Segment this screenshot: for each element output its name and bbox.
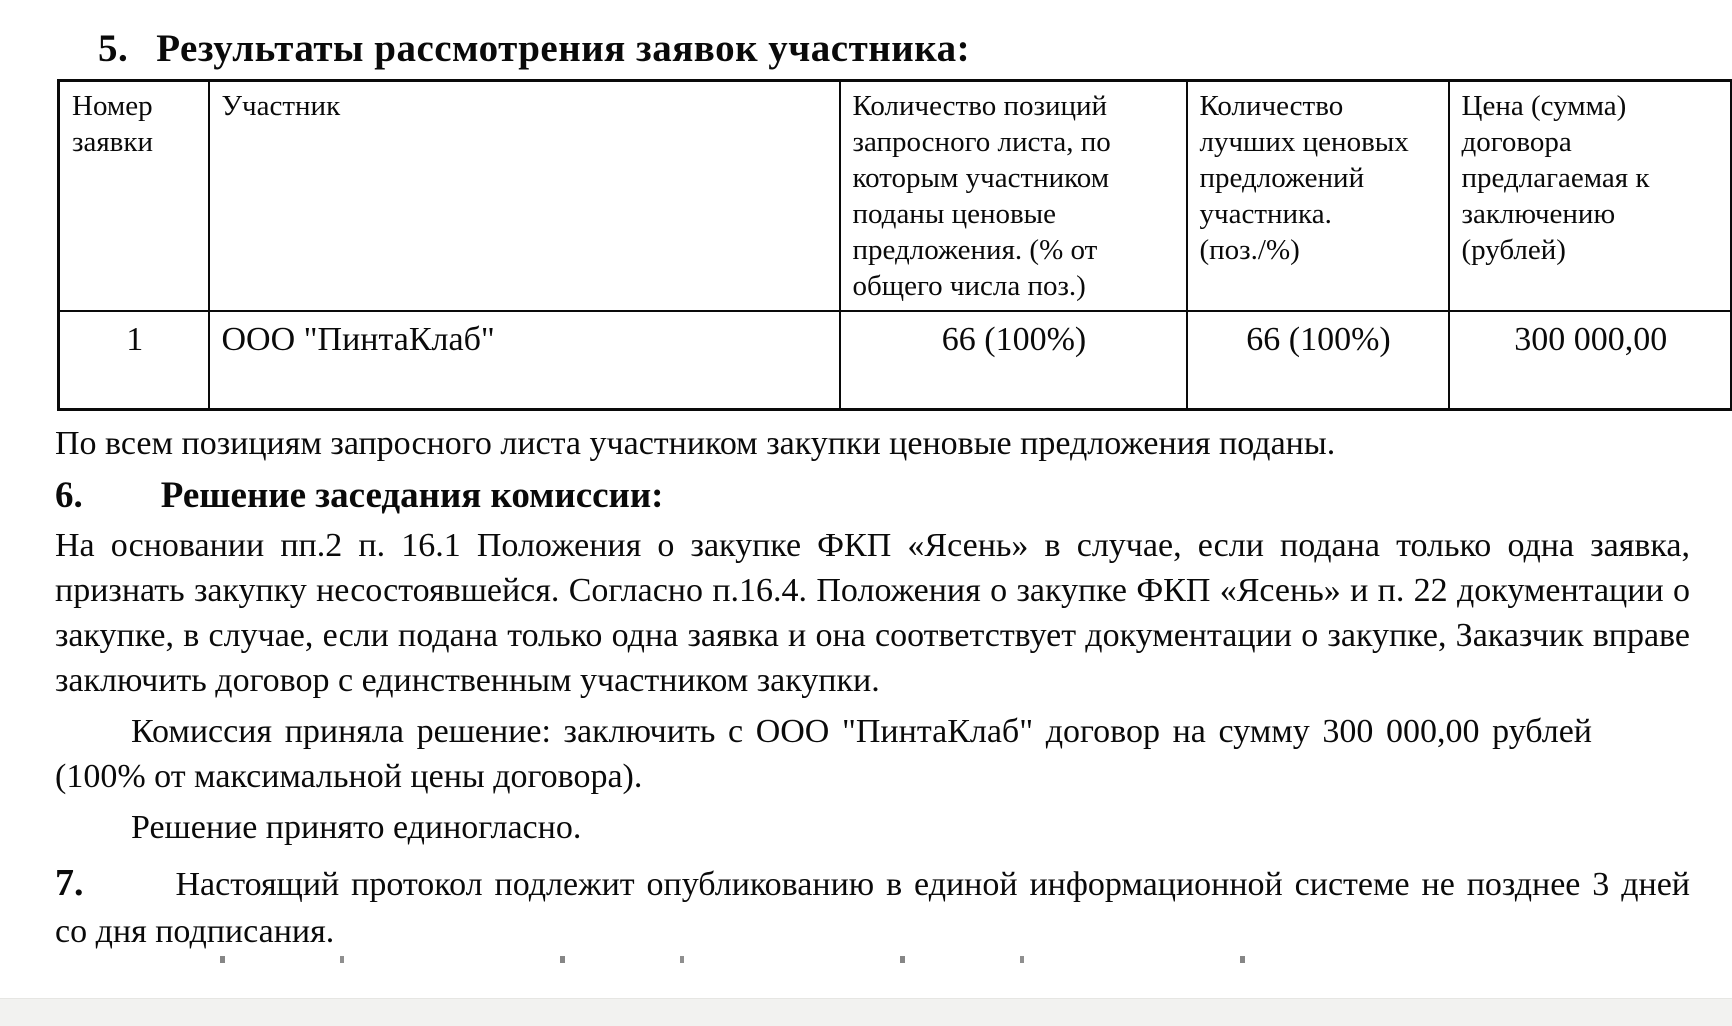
header-best-offers: Количество лучших ценовых предложений участника. (поз./%) [1187, 81, 1449, 312]
section-6-heading [55, 474, 1690, 517]
section-7-paragraph [55, 860, 1690, 955]
section-6-title: Решение заседания комиссии: [160, 475, 664, 516]
section-5-heading [98, 26, 1692, 71]
note-after-table: По всем позициям запросного листа участником закупки ценовые предложения поданы. [55, 425, 1336, 462]
section-7-number: 7. [55, 862, 84, 904]
table-header-row [59, 81, 1732, 312]
application-results-table [57, 79, 1732, 411]
section-7-text: Настоящий протокол подлежит опубликованию в единой информационной системе не позднее 3 дней со дня подписания. [55, 866, 1690, 950]
section-6-paragraph-1: На основании пп.2 п. 16.1 Положения о закупке ФКП «Ясень» в случае, если подана только одна заявка, признать закупку несостоявшейся. Согласно п.16.4. Положения о закупке ФКП «Ясень» и п. 22 документации о закупке, в случае, если подана только одна заявка и она соответствует документации о закупке, Заказчик вправе заключить договор с единственным участником закупки. [55, 527, 1690, 699]
cell-contract-price: 300 000,00 [1449, 311, 1732, 410]
cell-positions-count: 66 (100%) [840, 311, 1187, 410]
cell-application-number: 1 [59, 311, 209, 410]
clipped-next-line-artifact [110, 956, 1350, 963]
header-positions-count: Количество позиций запросного листа, по которым участником поданы ценовые предложения. (% от общего числа поз.) [840, 81, 1187, 312]
cell-participant: ООО "ПинтаКлаб" [209, 311, 840, 410]
section-6-number: 6. [55, 475, 83, 516]
section-6-paragraph-3: Решение принято единогласно. [131, 809, 582, 846]
header-application-number: Номер заявки [59, 81, 209, 312]
table-row [59, 311, 1732, 410]
section-5-number: 5. [98, 27, 129, 70]
cell-best-offers: 66 (100%) [1187, 311, 1449, 410]
header-participant: Участник [209, 81, 840, 312]
page-bottom-scan-band [0, 998, 1732, 1026]
section-5-title: Результаты рассмотрения заявок участника: [156, 27, 971, 70]
section-6-paragraph-2: Комиссия приняла решение: заключить с ООО "ПинтаКлаб" договор на сумму 300 000,00 рублей (100% от максимальной цены договора). [55, 713, 1592, 795]
header-contract-price: Цена (сумма) договора предлагаемая к заключению (рублей) [1449, 81, 1732, 312]
